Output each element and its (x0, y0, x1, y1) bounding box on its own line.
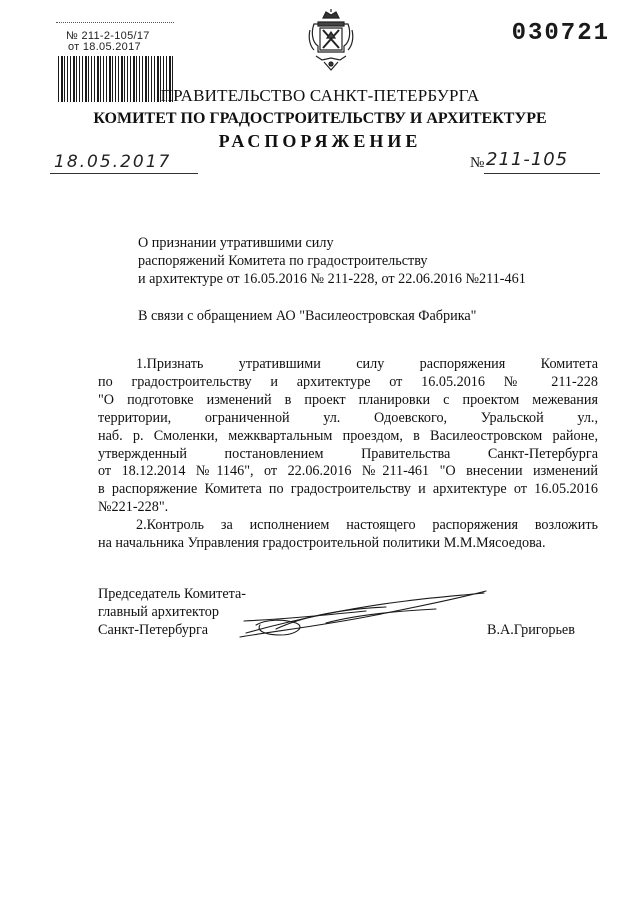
subject-line: и архитектуре от 16.05.2016 № 211-228, от 22.06.2016 №211-461 (138, 271, 526, 287)
government-title: ПРАВИТЕЛЬСТВО САНКТ-ПЕТЕРБУРГА (160, 86, 480, 105)
date-underline (50, 173, 198, 174)
stamp-reg-date: от 18.05.2017 (68, 41, 141, 53)
stamp-header-line (56, 22, 174, 27)
body-line: в распоряжение Комитета по градостроительству и архитектуре от 16.05.2016 (98, 481, 598, 498)
body-line: утвержденный постановлением Правительства Санкт-Петербурга (98, 445, 598, 462)
signatory-title-line: главный архитектор (98, 604, 219, 620)
body-line: 1.Признать утратившими силу распоряжения Комитета (136, 356, 598, 372)
stamp-reg-number: № 211-2-105/17 (66, 30, 150, 42)
subject-line: распоряжений Комитета по градостроительству (138, 253, 428, 269)
document-date: 18.05.2017 (54, 152, 172, 172)
body-line: от 18.12.2014 №1146", от 22.06.2016 №211-461 "О внесении изменений (98, 463, 598, 480)
signer-name: В.А.Григорьев (487, 622, 575, 638)
order-body (98, 356, 598, 553)
number-underline (484, 173, 600, 174)
body-line: "О подготовке изменений в проект планировки с проектом межевания (98, 391, 598, 408)
signatory-title-line: Санкт-Петербурга (98, 622, 209, 638)
document-serial-number: 030721 (511, 20, 610, 47)
subject-line: О признании утратившими силу (138, 235, 334, 251)
body-line: по градостроительству и архитектуре от 16.05.2016 № 211-228 (98, 373, 598, 390)
coat-of-arms-icon (308, 8, 354, 72)
document-subject (138, 234, 526, 288)
committee-title: КОМИТЕТ ПО ГРАДОСТРОИТЕЛЬСТВУ И АРХИТЕКТУРЕ (93, 110, 547, 127)
body-line: 2.Контроль за исполнением настоящего распоряжения возложить (136, 517, 598, 534)
body-line: №221-228". (98, 499, 169, 516)
signatory-title (98, 585, 246, 639)
document-type-title: РАСПОРЯЖЕНИЕ (218, 131, 422, 151)
number-sign: № (470, 155, 485, 171)
handwritten-signature (236, 585, 492, 641)
body-line: на начальника Управления градостроительной политики М.М.Мясоедова. (98, 535, 546, 552)
document-number: 211-105 (486, 149, 569, 170)
body-line: наб. р. Смоленки, межквартальным проездом, в Василеостровском районе, (98, 427, 598, 444)
signatory-title-line: Председатель Комитета- (98, 586, 247, 602)
body-line: территории, ограниченной ул. Одоевского, Уральской ул., (98, 409, 598, 426)
preamble: В связи с обращением АО "Василеостровская Фабрика" (138, 308, 477, 324)
